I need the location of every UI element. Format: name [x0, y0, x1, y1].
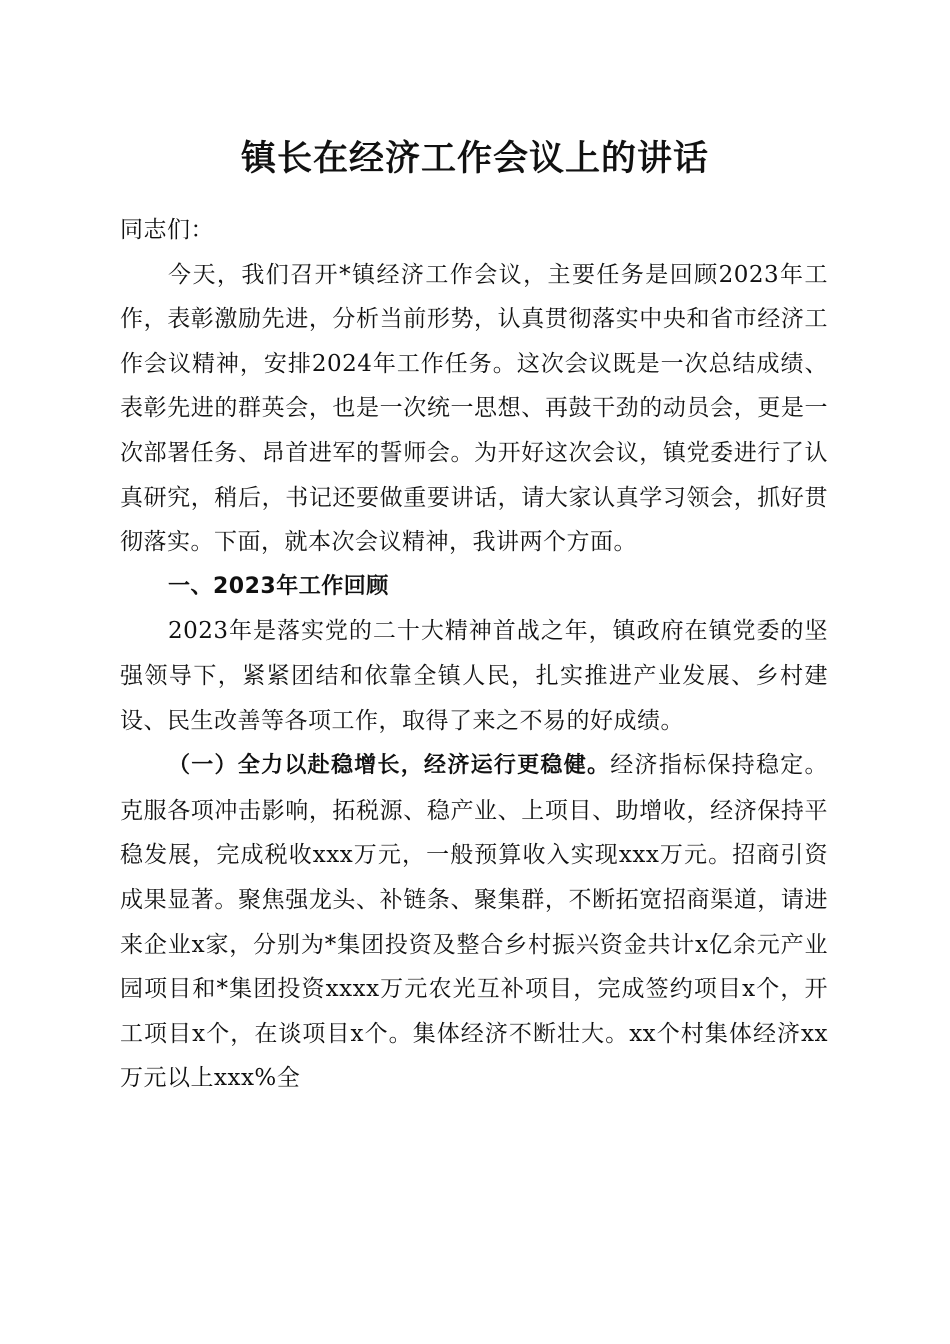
section-heading: 一、2023年工作回顾 — [168, 573, 389, 599]
subsection-text: 经济指标保持稳定。克服各项冲击影响，拓税源、稳产业、上项目、助增收，经济保持平稳发展，完成税收xxx万元，一般预算收入实现xxx万元。招商引资成果显著。聚焦强龙头、补链条、聚集群，不断拓宽招商渠道，请进来企业x家，分别为*集团投资及整合乡村振兴资金共计x亿余元产业园项目和*集团投资xxxx万元农光互补项目，完成签约项目x个，开工项目x个，在谈项目x个。集体经济不断壮大。xx个村集体经济xx万元以上xxx%全 — [120, 752, 828, 1092]
intro-paragraph: 今天，我们召开*镇经济工作会议，主要任务是回顾2023年工作，表彰激励先进，分析当前形势，认真贯彻落实中央和省市经济工作会议精神，安排2024年工作任务。这次会议既是一次总结成绩、表彰先进的群英会，也是一次统一思想、再鼓干劲的动员会，更是一次部署任务、昂首进军的誓师会。为开好这次会议，镇党委进行了认真研究，稍后，书记还要做重要讲话，请大家认真学习领会，抓好贯彻落实。下面，就本次会议精神，我讲两个方面。 — [120, 261, 828, 556]
section-paragraph: 2023年是落实党的二十大精神首战之年，镇政府在镇党委的坚强领导下，紧紧团结和依靠全镇人民，扎实推进产业发展、乡村建设、民生改善等各项工作，取得了来之不易的好成绩。 — [120, 618, 828, 734]
greeting: 同志们： — [120, 217, 214, 243]
document-body — [120, 208, 828, 1101]
subsection-lead: （一）全力以赴稳增长，经济运行更稳健。 — [168, 753, 611, 779]
subsection-paragraph — [120, 743, 828, 1101]
document-title: 镇长在经济工作会议上的讲话 — [240, 138, 709, 179]
